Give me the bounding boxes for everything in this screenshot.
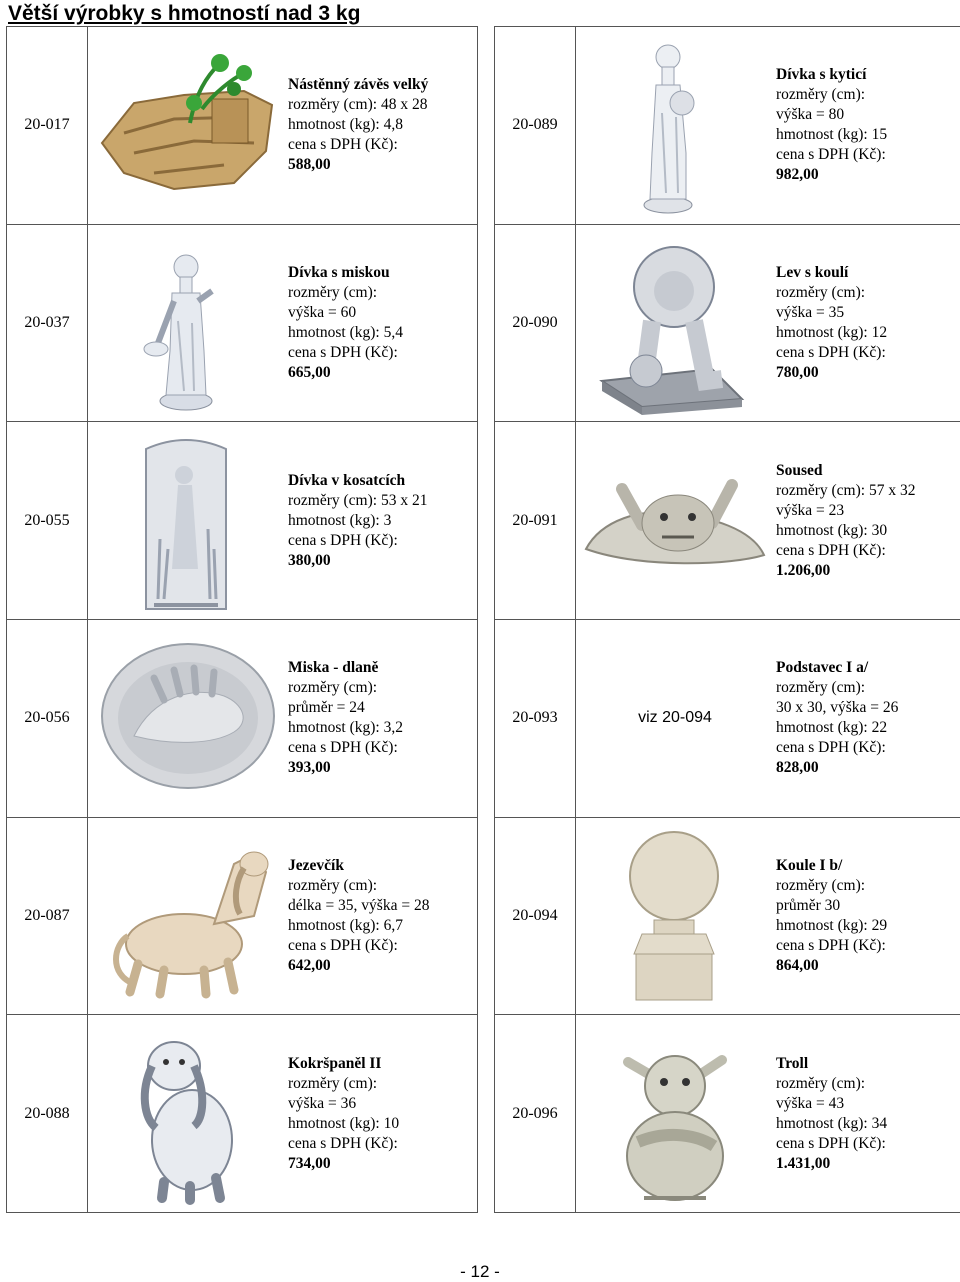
product-detail: cena s DPH (Kč): [288,136,398,154]
product-detail: rozměry (cm): 48 x 28 [288,96,428,114]
product-price: 828,00 [776,759,819,777]
product-detail: hmotnost (kg): 34 [776,1114,888,1132]
product-row [494,224,960,423]
product-name: Koule I b/ [776,857,843,875]
product-detail: hmotnost (kg): 3,2 [288,719,403,737]
dachshund-statue-icon [88,818,286,1015]
girl-with-bowl-statue-icon [88,225,286,422]
product-name: Kokršpaněl II [288,1054,382,1072]
product-detail: průměr = 24 [288,699,365,717]
product-detail: výška = 35 [776,304,845,321]
product-detail: rozměry (cm): [288,1074,378,1092]
product-price: 780,00 [776,364,819,381]
product-detail: hmotnost (kg): 10 [288,1114,400,1132]
product-row [494,619,960,818]
product-detail: cena s DPH (Kč): [776,739,886,757]
spaniel-statue-icon [88,1015,286,1212]
product-code: 20-088 [7,1015,88,1212]
product-row [6,817,478,1016]
product-name: Dívka s kyticí [776,66,867,84]
product-detail: hmotnost (kg): 15 [776,126,888,144]
product-code: 20-091 [495,422,576,619]
product-detail: rozměry (cm): [776,86,866,104]
product-detail: cena s DPH (Kč): [776,1134,886,1152]
product-detail: hmotnost (kg): 30 [776,521,888,539]
product-price: 665,00 [288,364,331,381]
product-detail: rozměry (cm): 53 x 21 [288,491,428,509]
product-detail: cena s DPH (Kč): [776,541,886,559]
product-detail: cena s DPH (Kč): [776,937,886,955]
product-price: 588,00 [288,156,331,174]
product-detail: hmotnost (kg): 12 [776,324,888,341]
product-code: 20-055 [7,422,88,619]
product-detail: délka = 35, výška = 28 [288,897,430,915]
product-detail: výška = 60 [288,304,357,321]
product-detail: cena s DPH (Kč): [288,531,398,549]
catalog-column-left [6,26,478,1213]
product-detail: hmotnost (kg): 22 [776,719,888,737]
product-price: 734,00 [288,1154,331,1172]
product-name: Soused [776,461,823,479]
product-detail: rozměry (cm): [288,284,378,301]
product-price: 1.206,00 [776,561,831,579]
product-detail: výška = 23 [776,501,845,519]
product-detail: rozměry (cm): 57 x 32 [776,481,916,499]
product-row [6,619,478,818]
product-row [494,421,960,620]
product-code: 20-093 [495,620,576,817]
product-name: Miska - dlaně [288,659,379,677]
product-detail: hmotnost (kg): 3 [288,511,392,529]
product-detail: průměr 30 [776,897,841,915]
product-row [6,224,478,423]
product-code: 20-056 [7,620,88,817]
page-number: - 12 - [460,1262,500,1281]
product-code: 20-094 [495,818,576,1015]
product-description [286,818,477,1015]
product-detail: výška = 80 [776,106,845,124]
product-detail: výška = 43 [776,1094,845,1112]
product-description [286,620,477,817]
catalog-column-right [494,26,960,1213]
product-name: Troll [776,1054,809,1072]
product-description [286,225,477,422]
product-row [6,421,478,620]
product-detail: rozměry (cm): [776,679,866,697]
product-name: Podstavec I a/ [776,659,869,677]
product-price: 393,00 [288,759,331,777]
product-detail: rozměry (cm): [776,877,866,895]
ball-on-pedestal-icon [576,818,774,1015]
product-detail: hmotnost (kg): 29 [776,917,888,935]
product-detail: rozměry (cm): [288,877,378,895]
product-description [774,620,960,817]
product-name: Lev s koulí [776,264,849,281]
product-price: 380,00 [288,551,331,569]
product-detail: cena s DPH (Kč): [288,1134,398,1152]
product-description [774,422,960,619]
product-code: 20-087 [7,818,88,1015]
product-detail: 30 x 30, výška = 26 [776,699,899,717]
product-code: 20-096 [495,1015,576,1212]
product-description [774,1015,960,1212]
product-detail: výška = 36 [288,1094,357,1112]
product-description [286,422,477,619]
product-name: Jezevčík [288,857,344,875]
product-row [6,1014,478,1213]
product-row [494,1014,960,1213]
product-detail: hmotnost (kg): 6,7 [288,917,403,935]
product-price: 642,00 [288,957,331,975]
product-description [774,818,960,1015]
girl-relief-panel-icon [88,422,286,619]
wall-planter-icon [88,27,286,224]
cross-reference-note: viz 20-094 [638,709,712,727]
product-detail: rozměry (cm): [776,1074,866,1092]
product-detail: cena s DPH (Kč): [776,146,886,164]
product-detail: hmotnost (kg): 5,4 [288,324,403,341]
troll-statue-icon [576,1015,774,1212]
product-code: 20-089 [495,27,576,224]
product-code: 20-037 [7,225,88,422]
page-heading: Větší výrobky s hmotností nad 3 kg [8,2,361,25]
product-detail: cena s DPH (Kč): [288,937,398,955]
product-row [494,26,960,225]
product-detail: rozměry (cm): [288,679,378,697]
product-detail: hmotnost (kg): 4,8 [288,116,403,134]
product-price: 982,00 [776,166,819,184]
product-name: Nástěnný závěs velký [288,76,429,94]
product-name: Dívka v kosatcích [288,471,406,489]
hand-bowl-icon [88,620,286,817]
product-row [494,817,960,1016]
product-code: 20-090 [495,225,576,422]
product-detail: rozměry (cm): [776,284,866,301]
product-description [774,27,960,224]
lion-with-ball-statue-icon [576,225,774,422]
product-description [286,1015,477,1212]
girl-with-bouquet-statue-icon [576,27,774,224]
product-price: 1.431,00 [776,1154,831,1172]
product-detail: cena s DPH (Kč): [288,739,398,757]
product-detail: cena s DPH (Kč): [776,344,886,361]
product-price: 864,00 [776,957,819,975]
product-row [6,26,478,225]
product-description [774,225,960,422]
product-description [286,27,477,224]
product-detail: cena s DPH (Kč): [288,344,398,361]
gargoyle-face-icon [576,422,774,619]
product-code: 20-017 [7,27,88,224]
product-name: Dívka s miskou [288,264,390,281]
